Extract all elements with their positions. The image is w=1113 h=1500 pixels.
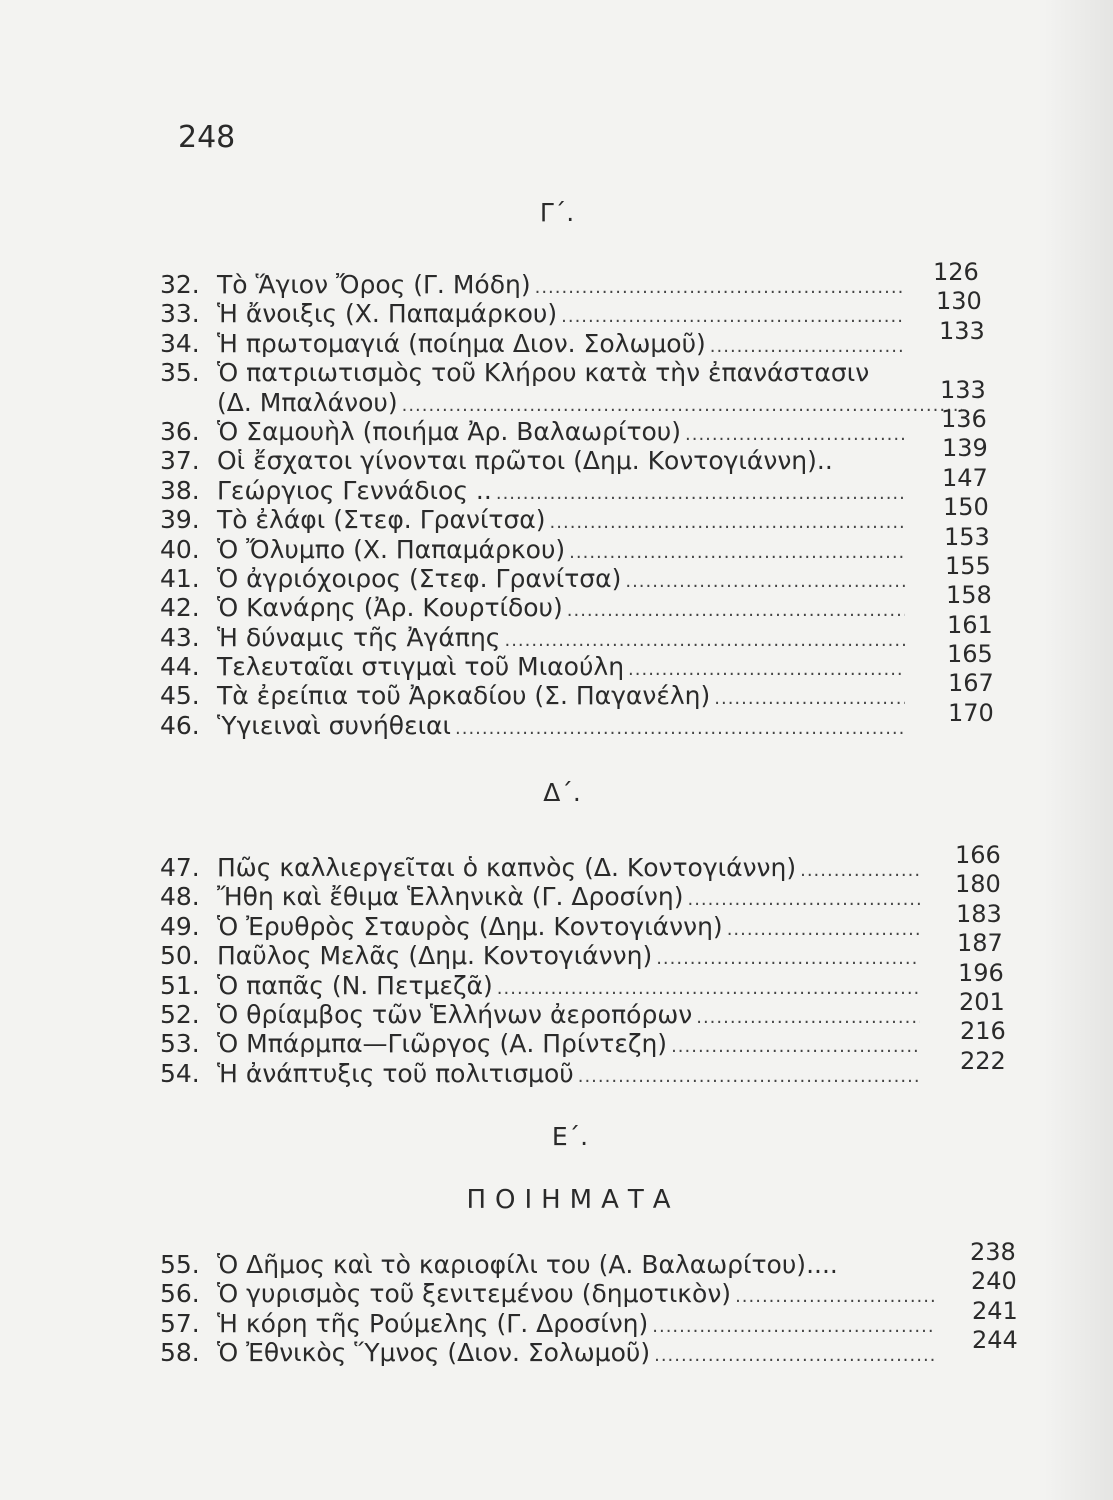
- entry-title: Τὸ Ἅγιον Ὄρος (Γ. Μόδη): [217, 270, 531, 299]
- entry-title: Τὸ ἐλάφι (Στεφ. Γρανίτσα): [217, 505, 546, 535]
- entry-page: 155: [945, 551, 991, 580]
- entry-number: 33.: [160, 299, 200, 329]
- entry-number: 58.: [160, 1338, 200, 1368]
- entry-page: 133: [939, 316, 985, 345]
- dot-leader: [496, 483, 905, 504]
- toc-entry: [160, 522, 1030, 564]
- toc-entry: [160, 1046, 1030, 1088]
- toc-section-gamma: [160, 258, 1030, 740]
- dot-leader: [714, 688, 905, 709]
- entry-title: Ἡ ἄνοιξις (Χ. Παπαμάρκου): [217, 299, 558, 329]
- entry-page: 240: [971, 1267, 1017, 1296]
- entry-title: Παῦλος Μελᾶς (Δημ. Κοντογιάννη): [217, 941, 653, 971]
- dot-leader: [625, 571, 905, 592]
- entry-number: 51.: [160, 970, 200, 1000]
- entry-page: 150: [943, 493, 989, 522]
- entry-number: 49.: [160, 911, 200, 941]
- entry-title: Ἤθη καὶ ἔθιμα Ἑλληνικὰ (Γ. Δροσίνη): [217, 882, 684, 912]
- toc-entry: [160, 1017, 1030, 1059]
- entry-title: Ὁ Ἐθνικὸς Ὕμνος (Διον. Σολωμοῦ): [217, 1338, 651, 1368]
- entry-number: 50.: [160, 941, 200, 971]
- entry-page: 201: [959, 987, 1005, 1016]
- dot-leader: [578, 1066, 920, 1087]
- toc-entry: [160, 870, 1030, 912]
- section-heading-epsilon: Ε΄.: [551, 1122, 589, 1151]
- toc-entry: [160, 841, 1030, 882]
- entry-title: Ὁ γυρισμὸς τοῦ ξενιτεμένου (δημοτικὸν): [217, 1279, 732, 1309]
- toc-entry: [160, 316, 1030, 358]
- entry-page: 187: [957, 929, 1003, 958]
- page-number: 248: [178, 120, 236, 155]
- toc-section-epsilon: [160, 1238, 1030, 1368]
- dot-leader: [696, 1007, 920, 1028]
- entry-page: 222: [960, 1046, 1006, 1075]
- dot-leader: [800, 860, 920, 881]
- entry-page: 180: [955, 870, 1001, 899]
- entry-number: 55.: [160, 1250, 200, 1279]
- entry-title: Ἡ κόρη τῆς Ρούμελης (Γ. Δροσίνη): [217, 1308, 649, 1338]
- dot-leader: [685, 424, 905, 445]
- toc-entry: [160, 669, 1030, 711]
- entry-number: 53.: [160, 1029, 200, 1059]
- section-heading-gamma: Γ΄.: [539, 198, 575, 227]
- toc-entry: [160, 899, 1030, 941]
- entry-title: Ἡ ἀνάπτυξις τοῦ πολιτισμοῦ: [217, 1058, 574, 1088]
- dot-leader: [687, 889, 920, 910]
- entry-number: 44.: [160, 652, 200, 682]
- toc-entry: [160, 1267, 1030, 1309]
- dot-leader: [497, 978, 920, 999]
- toc-entry: [160, 434, 1030, 476]
- entry-page: 170: [948, 698, 994, 727]
- dot-leader: [402, 395, 962, 416]
- entry-number: 45.: [160, 681, 200, 711]
- entry-title: Τελευταῖαι στιγμαὶ τοῦ Μιαούλη: [217, 652, 625, 682]
- entry-title: Ὁ Ἐρυθρὸς Σταυρὸς (Δημ. Κοντογιάννη): [217, 911, 723, 941]
- dot-leader: [628, 659, 905, 680]
- entry-title: Ὁ Σαμουὴλ (ποιήμα Ἀρ. Βαλαωρίτου): [217, 416, 682, 446]
- toc-entry: [160, 287, 1030, 329]
- toc-entry: [160, 640, 1030, 682]
- toc-entry: [160, 463, 1030, 505]
- entry-number: 57.: [160, 1308, 200, 1338]
- dot-leader: [654, 1345, 935, 1366]
- entry-title: Ὁ Ὄλυμπο (Χ. Παπαμάρκου): [217, 534, 566, 564]
- dot-leader: [652, 1316, 935, 1337]
- dot-leader: [567, 600, 905, 621]
- entry-page: 166: [955, 841, 1001, 869]
- entry-number: 32.: [160, 270, 200, 299]
- dot-leader: [455, 718, 905, 739]
- entry-title: (Δ. Μπαλάνου): [217, 387, 398, 417]
- entry-page: 158: [946, 581, 992, 610]
- entry-number: 34.: [160, 328, 200, 358]
- entry-title: Ὁ Κανάρης (Ἀρ. Κουρτίδου): [217, 593, 563, 623]
- entry-title: Ὁ παπᾶς (Ν. Πετμεζᾶ): [217, 970, 493, 1000]
- entry-title: Ὁ Δῆμος καὶ τὸ καριοφίλι του (Α. Βαλαωρίτου)....: [217, 1250, 838, 1279]
- entry-number: 56.: [160, 1279, 200, 1309]
- entry-title: Ὁ ἀγριόχοιρος (Στεφ. Γρανίτσα): [217, 563, 622, 593]
- entry-page: 238: [970, 1238, 1016, 1266]
- entry-page: 130: [936, 287, 982, 316]
- toc-entry: [160, 551, 1030, 593]
- dot-leader: [656, 948, 920, 969]
- toc-entry: [160, 581, 1030, 623]
- entry-number: 40.: [160, 534, 200, 564]
- entry-number: 42.: [160, 593, 200, 623]
- entry-number: 37.: [160, 446, 200, 476]
- toc-entry: [160, 1238, 1030, 1279]
- toc-entry: [160, 610, 1030, 652]
- toc-entry: [160, 1326, 1030, 1368]
- page-shadow: [1043, 0, 1113, 1500]
- entry-number: 38.: [160, 475, 200, 505]
- entry-title: Πῶς καλλιεργεῖται ὁ καπνὸς (Δ. Κοντογιάννη): [217, 853, 797, 882]
- entry-page: 165: [947, 640, 993, 669]
- dot-leader: [727, 919, 920, 940]
- entry-title: Γεώργιος Γεννάδιος ..: [217, 475, 492, 505]
- entry-number: 48.: [160, 882, 200, 912]
- toc-entry: [160, 987, 1030, 1029]
- entry-page: 126: [933, 258, 979, 286]
- entry-number: 35.: [160, 358, 200, 388]
- entry-title: Ἡ πρωτομαγιά (ποίημα Διον. Σολωμοῦ): [217, 328, 706, 358]
- dot-leader: [561, 306, 905, 327]
- toc-entry: [160, 929, 1030, 971]
- entry-title: Οἱ ἔσχατοι γίνονται πρῶτοι (Δημ. Κοντογιάννη)..: [217, 446, 833, 476]
- entry-page: 161: [947, 610, 993, 639]
- dot-leader: [550, 512, 905, 533]
- dot-leader: [535, 277, 905, 298]
- dot-leader: [504, 630, 905, 651]
- toc-entry-continuation: [160, 375, 1030, 417]
- entry-title: Ὁ θρίαμβος τῶν Ἑλλήνων ἀεροπόρων: [217, 999, 693, 1029]
- entry-page: 196: [958, 958, 1004, 987]
- toc-entry: [160, 698, 1030, 740]
- entry-page: 139: [942, 434, 988, 463]
- entry-page: 153: [944, 522, 990, 551]
- entry-page: 167: [948, 669, 994, 698]
- entry-page: 216: [960, 1017, 1006, 1046]
- entry-page: 241: [972, 1296, 1018, 1325]
- entry-number: 36.: [160, 416, 200, 446]
- entry-page: 136: [941, 404, 987, 433]
- entry-number: 41.: [160, 563, 200, 593]
- entry-page: 183: [956, 899, 1002, 928]
- entry-page: 133: [940, 375, 986, 404]
- toc-section-delta: [160, 841, 1030, 1088]
- dot-leader: [671, 1036, 920, 1057]
- entry-title: Ὑγιειναὶ συνήθειαι: [217, 710, 451, 740]
- entry-title: Ὁ Μπάρμπα—Γιῶργος (Α. Πρίντεζη): [217, 1029, 668, 1059]
- entry-number: 52.: [160, 999, 200, 1029]
- poems-subtitle: ΠΟΙΗΜΑΤΑ: [466, 1185, 680, 1215]
- dot-leader: [569, 542, 905, 563]
- entry-page: 147: [942, 463, 988, 492]
- entry-page: 244: [972, 1326, 1018, 1355]
- toc-entry: [160, 493, 1030, 535]
- entry-title: Ὁ πατριωτισμὸς τοῦ Κλήρου κατὰ τὴν ἐπανάστασιν: [217, 358, 870, 388]
- entry-number: 47.: [160, 853, 200, 882]
- toc-entry: [160, 404, 1030, 446]
- section-heading-delta: Δ΄.: [543, 778, 581, 807]
- toc-entry: [160, 358, 1030, 387]
- toc-entry: [160, 958, 1030, 1000]
- entry-number: 39.: [160, 505, 200, 535]
- entry-title: Τὰ ἐρείπια τοῦ Ἀρκαδίου (Σ. Παγανέλη): [217, 681, 711, 711]
- entry-number: 46.: [160, 710, 200, 740]
- toc-entry: [160, 258, 1030, 299]
- dot-leader: [735, 1286, 935, 1307]
- entry-title: Ἡ δύναμις τῆς Ἀγάπης: [217, 622, 501, 652]
- dot-leader: [710, 336, 905, 357]
- entry-number: 43.: [160, 622, 200, 652]
- toc-entry: [160, 1296, 1030, 1338]
- entry-number: 54.: [160, 1058, 200, 1088]
